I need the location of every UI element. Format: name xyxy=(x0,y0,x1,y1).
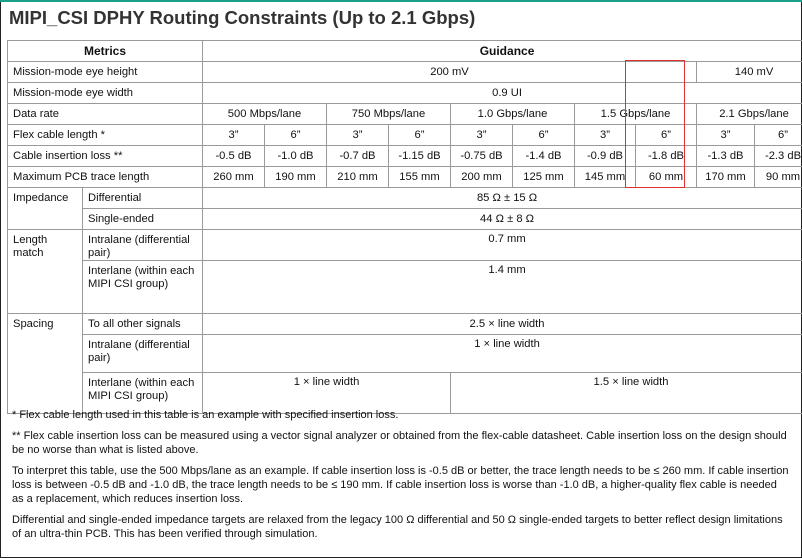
table-cell: 3” xyxy=(451,125,513,146)
table-cell: 2.5 × line width xyxy=(203,314,802,335)
table-cell: 1 × line width xyxy=(203,373,451,414)
page-title: MIPI_CSI DPHY Routing Constraints (Up to 2.1 Gbps) xyxy=(9,7,476,28)
table-cell: 1.5 Gbps/lane xyxy=(575,104,697,125)
table-cell: 44 Ω ± 8 Ω xyxy=(203,209,802,230)
table-cell: -1.15 dB xyxy=(389,146,451,167)
table-cell: 60 mm xyxy=(636,167,697,188)
table-cell: 190 mm xyxy=(265,167,327,188)
group-label-spacing: Spacing xyxy=(8,314,83,414)
table-cell: 1.5 × line width xyxy=(451,373,802,414)
table-cell: 85 Ω ± 15 Ω xyxy=(203,188,802,209)
table-cell: 155 mm xyxy=(389,167,451,188)
footnote: Differential and single-ended impedance targets are relaxed from the legacy 100 Ω differential and 50 Ω single-ended targets to better reflect design limitations of an ultra-thin PCB. This has been verified through simulation. xyxy=(12,514,783,540)
footnote: * Flex cable length used in this table is an example with specified insertion loss. xyxy=(12,409,399,421)
row-label: To all other signals xyxy=(83,314,203,335)
table-cell: 3” xyxy=(327,125,389,146)
table-header-row xyxy=(8,41,802,62)
table-cell: -0.5 dB xyxy=(203,146,265,167)
table-cell: -1.4 dB xyxy=(513,146,575,167)
table-cell: 170 mm xyxy=(697,167,755,188)
table-cell: 6” xyxy=(636,125,697,146)
table-row xyxy=(8,314,802,335)
row-label: Cable insertion loss ** xyxy=(8,146,203,167)
group-label-impedance: Impedance xyxy=(8,188,83,230)
table-cell: -2.3 dB xyxy=(755,146,802,167)
table-cell: 750 Mbps/lane xyxy=(327,104,451,125)
table-cell: 210 mm xyxy=(327,167,389,188)
table-cell: -0.75 dB xyxy=(451,146,513,167)
row-label: Differential xyxy=(83,188,203,209)
table-cell: 6” xyxy=(755,125,802,146)
row-label: Mission-mode eye height xyxy=(8,62,203,83)
table-cell: 1.0 Gbps/lane xyxy=(451,104,575,125)
metrics-header: Metrics xyxy=(8,41,203,62)
table-row xyxy=(8,209,802,230)
table-cell: -1.3 dB xyxy=(697,146,755,167)
accent-line xyxy=(0,0,802,2)
table-cell: 0.7 mm xyxy=(203,230,802,261)
table-row xyxy=(8,335,802,373)
row-label: Mission-mode eye width xyxy=(8,83,203,104)
table-cell: 140 mV xyxy=(697,62,802,83)
table-cell: -1.0 dB xyxy=(265,146,327,167)
table-row xyxy=(8,188,802,209)
table-cell: 6” xyxy=(265,125,327,146)
row-label: Flex cable length * xyxy=(8,125,203,146)
table-cell: -0.9 dB xyxy=(575,146,636,167)
table-cell: 90 mm xyxy=(755,167,802,188)
table-cell: 2.1 Gbps/lane xyxy=(697,104,802,125)
row-label: Data rate xyxy=(8,104,203,125)
table-cell: 3” xyxy=(697,125,755,146)
table-cell: -1.8 dB xyxy=(636,146,697,167)
table-cell: 145 mm xyxy=(575,167,636,188)
row-label: Interlane (within each MIPI CSI group) xyxy=(83,373,203,414)
table-cell: 500 Mbps/lane xyxy=(203,104,327,125)
table-row xyxy=(8,230,802,261)
highlight-box xyxy=(625,60,685,188)
row-label: Single-ended xyxy=(83,209,203,230)
table-cell: 3” xyxy=(203,125,265,146)
table-cell: 200 mm xyxy=(451,167,513,188)
table-cell: 3” xyxy=(575,125,636,146)
row-label: Maximum PCB trace length xyxy=(8,167,203,188)
table-cell: 0.9 UI xyxy=(203,83,802,104)
table-cell: 1.4 mm xyxy=(203,261,802,314)
table-cell: 200 mV xyxy=(203,62,697,83)
footnote: To interpret this table, use the 500 Mbps/lane as an example. If cable insertion loss is -0.5 dB or better, the trace length needs to be ≤ 260 mm. If cable insertion loss is between -0.5 dB and -1.0 dB, the trace length needs to be ≤ 190 mm. If cable insertion loss is worse than -1.0 dB, a higher-quality flex cable is needed as a replacement, which reduces insertion loss. xyxy=(12,465,789,505)
table-cell: 1 × line width xyxy=(203,335,802,373)
table-cell: 260 mm xyxy=(203,167,265,188)
group-label-length-match: Length match xyxy=(8,230,83,314)
row-label: Intralane (differential pair) xyxy=(83,230,203,261)
row-label: Interlane (within each MIPI CSI group) xyxy=(83,261,203,314)
table-cell: 6” xyxy=(389,125,451,146)
table-cell: 125 mm xyxy=(513,167,575,188)
footnotes xyxy=(12,408,790,548)
table-row xyxy=(8,261,802,314)
row-label: Intralane (differential pair) xyxy=(83,335,203,373)
footnote: ** Flex cable insertion loss can be measured using a vector signal analyzer or obtained from the flex-cable datasheet. Cable insertion loss on the design should be no worse than what is listed above. xyxy=(12,430,787,456)
guidance-header: Guidance xyxy=(203,41,802,62)
table-cell: -0.7 dB xyxy=(327,146,389,167)
table-cell: 6” xyxy=(513,125,575,146)
